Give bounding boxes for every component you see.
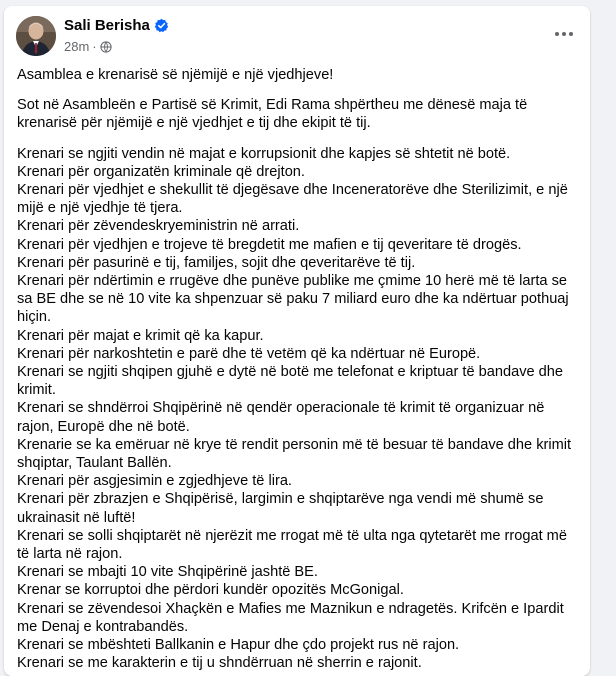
post-header bbox=[4, 6, 590, 62]
paragraph-gap bbox=[17, 84, 572, 96]
verified-badge-icon bbox=[154, 18, 169, 33]
post-line: Krenari për zëvendeskryeministrin në arrati. bbox=[17, 218, 300, 235]
post-line: Krenari për organizatën kriminale që drejton. bbox=[17, 163, 305, 180]
post-time[interactable]: 28m bbox=[64, 39, 90, 54]
paragraph-gap bbox=[17, 133, 572, 145]
more-dot bbox=[569, 32, 573, 36]
post-intro: Sot në Asambleën e Partisë së Krimit, Edi Rama shpërtheu me dënesë maja të krenarisë për njëmijë e një vjedhjet e tij dhe ekipit të tij. bbox=[17, 97, 528, 132]
more-dot bbox=[562, 32, 566, 36]
post-line: Krenari për asgjesimin e zgjedhjeve të lira. bbox=[17, 473, 292, 490]
author-avatar[interactable] bbox=[16, 16, 56, 56]
more-options-icon[interactable] bbox=[552, 24, 576, 44]
post-line: Krenari se mbështeti Ballkanin e Hapur dhe çdo projekt rus në rajon. bbox=[17, 637, 460, 654]
post-line: Krenarie se ka emëruar në krye të rendit personin më të besuar të bandave dhe krimit shqiptar, Taulant Ballën. bbox=[17, 436, 572, 472]
post-line: Krenar se korruptoi dhe përdori kundër opozitës McGonigal. bbox=[17, 582, 404, 599]
post-line: Krenari për pasurinë e tij, familjes, sojit dhe qeveritarëve të tij. bbox=[17, 254, 416, 271]
post-line: Krenari se solli shqiptarët në njerëzit me rrogat më të ulta nga qytetarët me rrogat më të larta në rajon. bbox=[17, 527, 567, 563]
post-line: Krenari se me karakterin e tij u shndërruan në sherrin e rajonit. bbox=[17, 655, 422, 672]
avatar-image bbox=[16, 16, 56, 56]
post-line: Krenari për narkoshtetin e parë dhe të vetëm që ka ndërtuar në Europë. bbox=[17, 345, 481, 362]
post-line: Krenari për vjedhjet e shekullit të djegësave dhe Inceneratorëve dhe Sterilizimit, e një mijë e një vjedhje të tjera. bbox=[17, 182, 568, 217]
post-lines bbox=[17, 145, 572, 673]
post-meta bbox=[64, 39, 112, 54]
post-line: Krenari se zëvendesoi Xhaçkën e Mafies me Maznikun e ndragetës. Krifcën e Ipardit me Denaj e kontrabandës. bbox=[17, 600, 564, 635]
post-body bbox=[4, 62, 590, 673]
more-dot bbox=[555, 32, 559, 36]
post-line: Krenari se shndërroi Shqipërinë në qendër operacionale të krimit të organizuar në rajon, Europë dhe në botë. bbox=[17, 400, 545, 435]
post-line: Krenari për vjedhjen e trojeve të bregdetit me mafien e tij qeveritare të drogës. bbox=[17, 236, 522, 253]
post-headline: Asamblea e krenarisë së njëmijë e një vjedhjeve! bbox=[17, 67, 334, 83]
post-line: Krenari për majat e krimit që ka kapur. bbox=[17, 327, 264, 344]
post-line: Krenari se ngjiti vendin në majat e korrupsionit dhe kapjes së shtetit në botë. bbox=[17, 145, 511, 162]
globe-icon[interactable] bbox=[100, 41, 112, 53]
post-line: Krenari për zbrazjen e Shqipërisë, largimin e shqiptarëve nga vendi më shumë se ukrainasit në luftë! bbox=[17, 491, 544, 526]
post-line: Krenari për ndërtimin e rrugëve dhe punëve publike me çmime 10 herë më të larta se sa BE dhe se në 10 vite ka shpenzuar së paku 7 miliard euro dhe ka ndërtuar pothuaj hiçin. bbox=[17, 273, 569, 326]
post-line: Krenari se ngjiti shqipen gjuhë e dytë në botë me telefonat e kriptuar të bandave dhe krimit. bbox=[17, 364, 564, 399]
author-name-row bbox=[64, 17, 169, 34]
post-line: Krenari se mbajti 10 vite Shqipërinë jashtë BE. bbox=[17, 564, 318, 581]
author-name[interactable]: Sali Berisha bbox=[64, 17, 150, 34]
meta-separator: · bbox=[92, 39, 97, 54]
post-card bbox=[4, 6, 590, 676]
